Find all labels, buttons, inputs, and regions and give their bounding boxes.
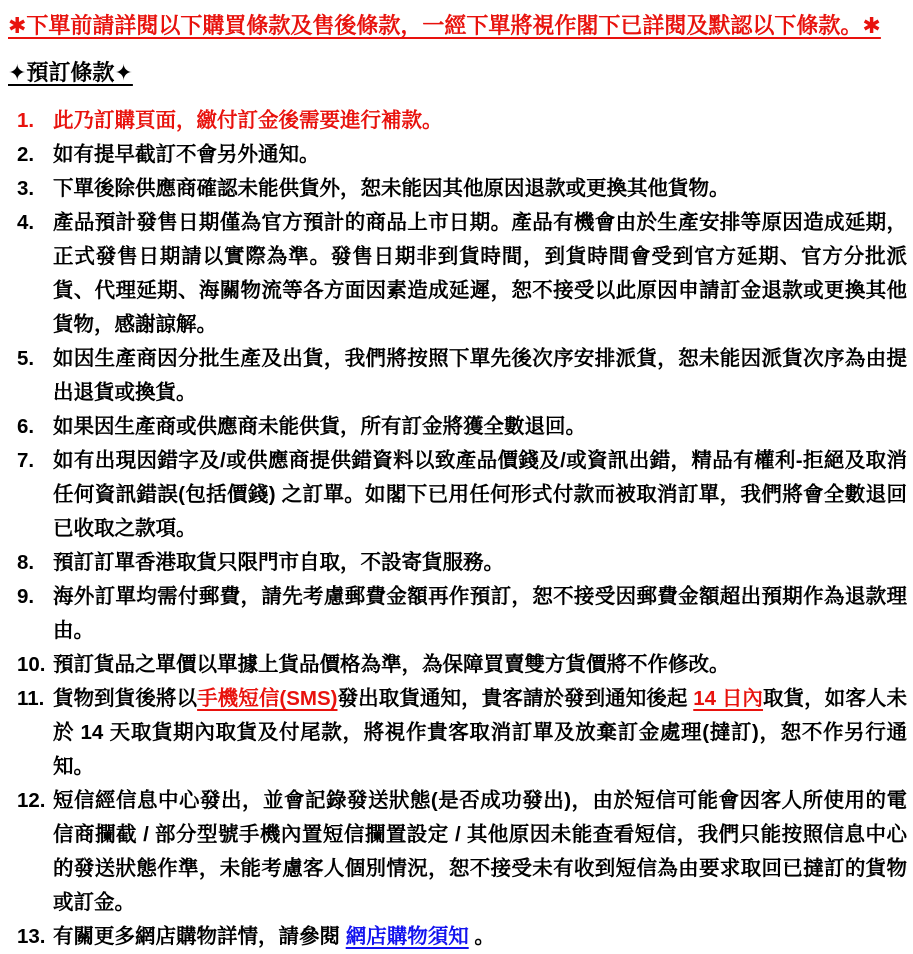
plain-text: 產品預計發售日期僅為官方預計的商品上市日期。產品有機會由於生產安排等原因造成延期，正式發售日期請以實際為準。發售日期非到貨時間，到貨時間會受到官方延期、官方分批派貨、代理延期、海關物流等各方面因素造成延遲，恕不接受以此原因申請訂金退款或更換其他貨物，感謝諒解。 [53,211,907,336]
term-text [53,177,730,200]
term-number: 2. [17,143,35,166]
section-heading: ✦預訂條款✦ [8,60,133,85]
term-number: 3. [17,177,35,200]
term-text [53,585,907,642]
term-item-1 [8,104,907,138]
plain-text: 如有提早截訂不會另外通知。 [53,143,320,166]
term-text [53,687,907,778]
term-item-7 [8,444,907,546]
plain-text: 取貨，如客人未於 14 天取貨期內取貨及付尾款，將視作貴客取消訂單及放棄訂金處理(撻訂)，恕不作另行通知。 [53,687,908,778]
term-text [53,211,907,336]
term-item-4 [8,206,907,342]
plain-text: 預訂貨品之單價以單據上貨品價格為準，為保障買賣雙方貨價將不作修改。 [53,653,730,676]
highlighted-text: 手機短信(SMS) [197,687,338,710]
plain-text: 。 [468,925,495,948]
shopping-guide-link[interactable]: 網店購物須知 [345,925,469,948]
term-item-6 [8,410,907,444]
term-number: 8. [17,551,35,574]
term-text [53,925,495,948]
term-number: 7. [17,449,35,472]
plain-text: 下單後除供應商確認未能供貨外，恕未能因其他原因退款或更換其他貨物。 [53,177,730,200]
plain-text: 預訂訂單香港取貨只限門市自取，不設寄貨服務。 [53,551,504,574]
plain-text: 短信經信息中心發出，並會記錄發送狀態(是否成功發出)，由於短信可能會因客人所使用的電信商攔截 / 部分型號手機內置短信攔置設定 / 其他原因未能查看短信，我們只能按照信息中心的發送狀態作準，未能考慮客人個別情況，恕不接受未有收到短信為由要求取回已撻訂的貨物或訂金。 [53,789,907,914]
term-number: 10. [17,653,46,676]
term-number: 6. [17,415,35,438]
term-item-9 [8,580,907,648]
term-text [53,789,907,914]
term-text [53,109,443,132]
plain-text: 如有出現因錯字及/或供應商提供錯資料以致產品價錢及/或資訊出錯，精品有權利-拒絕及取消任何資訊錯誤(包括價錢) 之訂單。如閣下已用任何形式付款而被取消訂單，我們將會全數退回已收取之款項。 [53,449,907,540]
highlighted-text: 14 日內 [693,687,764,710]
term-text [53,143,320,166]
term-item-10 [8,648,907,682]
plain-text: 發出取貨通知，貴客請於發到通知後起 [337,687,694,710]
term-number: 9. [17,585,35,608]
plain-text: 海外訂單均需付郵費，請先考慮郵費金額再作預訂，恕不接受因郵費金額超出預期作為退款理由。 [53,585,907,642]
page-title: ✱下單前請詳閱以下購買條款及售後條款，一經下單將視作閣下已詳閱及默認以下條款。✱ [8,13,881,38]
plain-text: 如果因生產商或供應商未能供貨，所有訂金將獲全數退回。 [53,415,586,438]
term-number: 13. [17,925,46,948]
term-number: 4. [17,211,35,234]
term-item-2 [8,138,907,172]
term-number: 1. [17,109,35,132]
term-item-12 [8,784,907,920]
plain-text: 有關更多網店購物詳情，請參閱 [53,925,346,948]
term-number: 5. [17,347,35,370]
term-number: 12. [17,789,46,812]
term-item-3 [8,172,907,206]
term-text [53,449,907,540]
term-item-8 [8,546,907,580]
terms-list [8,104,907,954]
term-item-5 [8,342,907,410]
term-item-13 [8,920,907,954]
plain-text: 貨物到貨後將以 [53,687,198,710]
plain-text: 如因生產商因分批生產及出貨，我們將按照下單先後次序安排派貨，恕未能因派貨次序為由提出退貨或換貨。 [53,347,907,404]
plain-text: 此乃訂購頁面，繳付訂金後需要進行補款。 [53,109,443,132]
term-number: 11. [17,687,45,710]
term-text [53,347,907,404]
term-text [53,551,504,574]
term-text [53,653,730,676]
term-text [53,415,586,438]
term-item-11 [8,682,907,784]
